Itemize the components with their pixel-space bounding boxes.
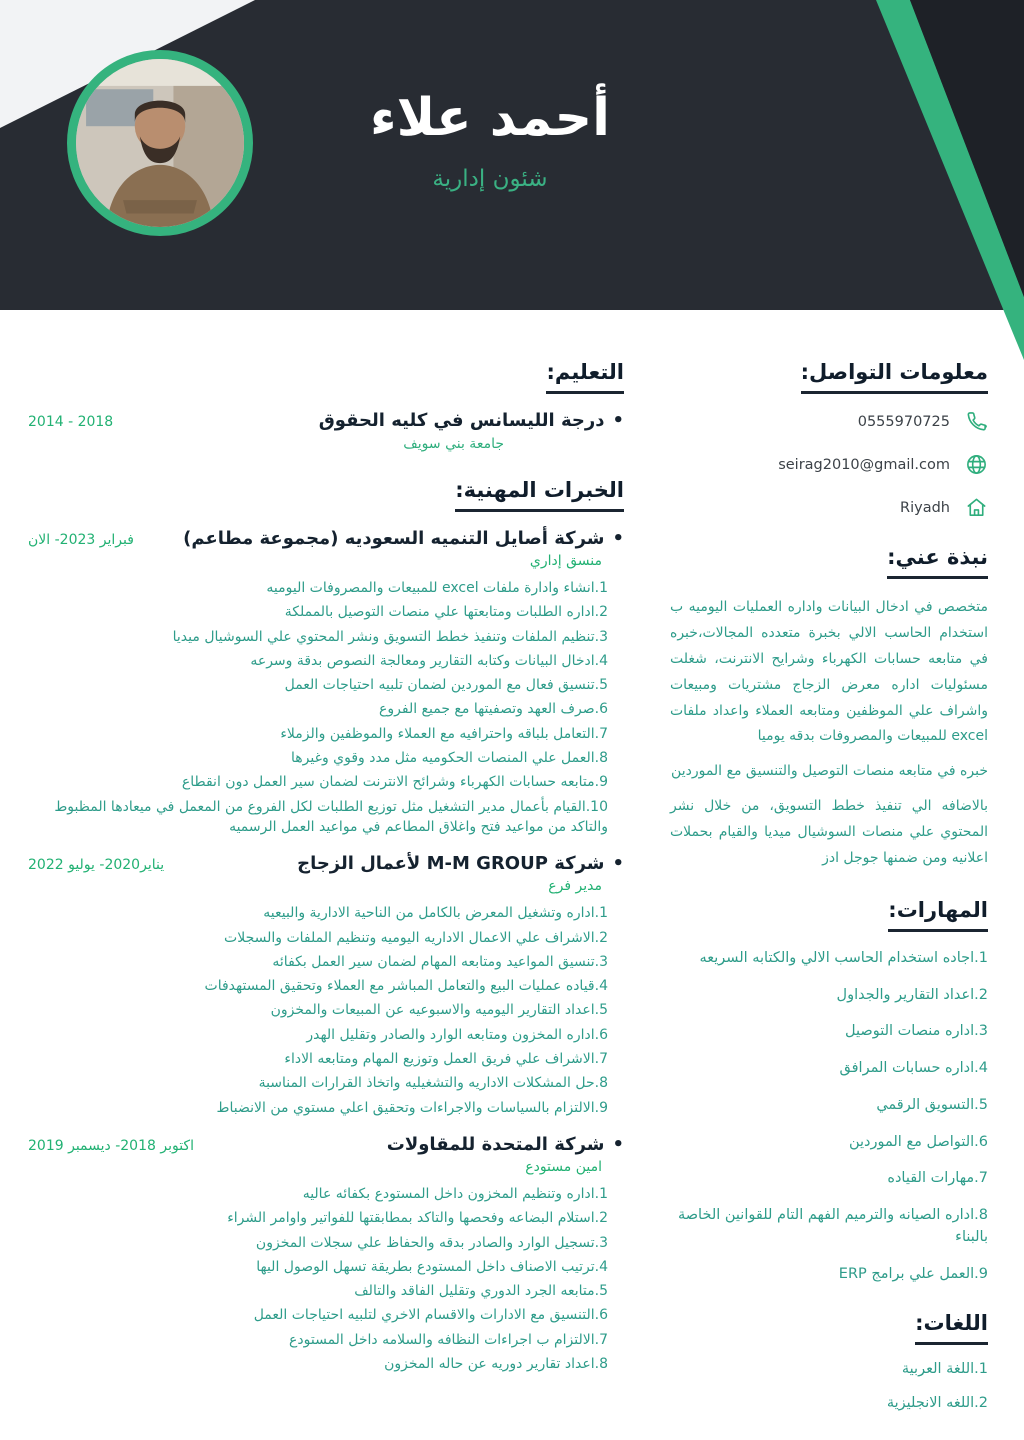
contact-heading: معلومات التواصل:: [801, 360, 988, 394]
languages-list: [670, 1361, 988, 1411]
job-point: 6.اداره المخزون ومتابعه الوارد والصادر وتقليل الهدر: [306, 1026, 608, 1043]
about-paragraphs: [670, 595, 988, 872]
bullet-dot: •: [612, 528, 624, 549]
job-point: 4.قياده عمليات البيع والتعامل المباشر مع العملاء وتحقيق المستهدفات: [204, 978, 608, 995]
bullet-dot: •: [612, 853, 624, 875]
skill-item: 6.التواصل مع الموردين: [848, 1133, 988, 1150]
company-name: •شركة أصايل التنميه السعوديه (مجموعة مطاعم): [183, 528, 624, 549]
job-point: 6.التنسيق مع الادارات والاقسام الاخري لتلبيه احتياجات العمل: [253, 1307, 608, 1324]
skill-item: 3.اداره منصات التوصيل: [845, 1023, 988, 1040]
education-heading: التعليم:: [546, 360, 624, 394]
job-point: 8.حل المشكلات الاداريه والتشغيليه واتخاذ القرارات المناسبة: [258, 1075, 608, 1092]
contact-phone-value: 0555970725: [857, 413, 950, 430]
education-degree: •درجة الليسانس في كليه الحقوق: [318, 410, 624, 431]
skill-item: 2.اعداد التقارير والجداول: [836, 986, 988, 1003]
language-item: 1.اللغة العربية: [901, 1361, 988, 1378]
skill-item: 5.التسويق الرقمي: [876, 1096, 988, 1113]
skill-item: 7.مهارات القياده: [887, 1170, 988, 1187]
skill-item: 1.اجاده استخدام الحاسب الالي والكتابه السريعه: [699, 949, 988, 966]
education-entry: [28, 410, 624, 452]
job-point: 6.صرف العهد وتصفيتها مع جميع الفروع: [379, 701, 608, 718]
skills-heading: المهارات:: [888, 898, 988, 932]
job-point: 2.استلام البضاعه وفحصها والتاكد بمطابقتها للفواتير واوامر الشراء: [227, 1210, 608, 1227]
candidate-name: أحمد علاء: [370, 88, 610, 148]
candidate-job-title: شئون إدارية: [432, 166, 548, 192]
bullet-dot: •: [612, 1133, 624, 1155]
job-dates: فبراير 2023- الان: [28, 532, 134, 548]
profile-photo: [67, 50, 253, 236]
job-point: 8.اعداد تقارير دوريه عن حاله المخزون: [384, 1356, 608, 1373]
header: [0, 0, 1024, 310]
job-role: امين مستودع: [525, 1158, 602, 1175]
phone-icon: [965, 410, 988, 433]
skill-item: 8.اداره الصيانه والترميم الفهم التام للقوانين الخاصة بالبناء: [677, 1207, 988, 1245]
job-point: 4.ترتيب الاصناف داخل المستودع بطريقة تسهل الوصول اليها: [256, 1258, 608, 1275]
job-point: 1.انشاء وادارة ملفات excel للمبيعات والمصروفات اليوميه: [266, 580, 608, 596]
sidebar: [670, 360, 988, 1437]
contact-email-value: seirag2010@gmail.com: [778, 456, 950, 473]
about-paragraph: متخصص في ادخال البيانات واداره العمليات اليوميه ب استخدام الحاسب الالي بخبرة متعدده المجالات،خبره في متابعه حسابات الكهرباء وشرايح الانترنت، شغلت مسئوليات اداره معرض الزجاج مشتريات ومبيعات واشراف علي الموظفين ومتابعه العملاء واعداد ملفات excel للمبيعات والمصروفات بدقه يوميا: [670, 599, 988, 745]
job-point: 9.متابعه حسابات الكهرباء وشرائح الانترنت لضمان سير العمل دون انقطاع: [181, 774, 608, 791]
company-name: •شركة M-M GROUP لأعمال الزجاج: [297, 853, 624, 875]
job-point: 10.القيام بأعمال مدير التشغيل مثل توزيع الطلبات لكل الفروع من المعمل في ميعادها المظبوط والتاكد من مواعيد فتح واغلاق المطاعم في مواعيد العمل الرسميه: [54, 798, 608, 835]
job-point: 9.الالتزام بالسياسات والاجراءات وتحقيق اعلي مستوي من الانضباط: [216, 1099, 608, 1116]
bullet-dot: •: [612, 410, 624, 431]
languages-section: [670, 1311, 988, 1411]
job-point: 8.العمل علي المنصات الحكوميه مثل مدد وقوي وغيرها: [291, 750, 608, 767]
main-column: [28, 360, 624, 1437]
job-point: 2.الاشراف علي الاعمال الاداريه اليوميه وتنظيم الملفات والسجلات: [224, 929, 608, 946]
about-paragraph: خبره في متابعه منصات التوصيل والتنسيق مع الموردين: [671, 763, 988, 780]
education-school: جامعة بني سويف: [403, 436, 504, 452]
language-item: 2.اللغه الانجليزية: [886, 1395, 988, 1412]
contact-location-value: Riyadh: [900, 499, 950, 516]
experience-entry-2: [28, 853, 624, 1118]
about-section: [670, 545, 988, 872]
experience-entry-3: [28, 1134, 624, 1374]
about-paragraph: بالاضافه الي تنفيذ خطط التسويق، من خلال نشر المحتوي علي منصات السوشيال ميديا والقيام بحملات اعلانيه ومن ضمنها جوجل ادز: [670, 798, 988, 867]
skill-item: 9.العمل علي برامج ERP: [838, 1265, 988, 1282]
job-point: 7.التعامل بلباقه واحترافيه مع العملاء والموظفين والزملاء: [280, 725, 608, 742]
about-heading: نبذة عني:: [887, 545, 988, 579]
home-icon: [965, 496, 988, 519]
job-point: 7.الالتزام ب اجراءات النظافه والسلامه داخل المستودع: [289, 1331, 608, 1348]
job-point: 5.متابعه الجرد الدوري وتقليل الفاقد والتالف: [354, 1283, 608, 1300]
contact-email-row: [670, 453, 988, 476]
job-role: مدير فرع: [548, 878, 602, 895]
job-points: [28, 578, 608, 837]
job-dates: يناير2020- يوليو 2022: [28, 857, 165, 874]
skills-section: [670, 898, 988, 1286]
experience-section: [28, 478, 624, 1374]
job-points: [28, 1184, 608, 1374]
job-point: 3.تنسيق المواعيد ومتابعه المهام لضمان سير العمل بكفائه: [272, 953, 608, 970]
job-role: منسق إداري: [529, 553, 602, 569]
job-point: 5.تنسيق فعال مع الموردين لضمان تلبيه احتياجات العمل: [284, 677, 608, 694]
contact-location-row: [670, 496, 988, 519]
job-point: 5.اعداد التقارير اليوميه والاسبوعيه عن المبيعات والمخزون: [270, 1002, 608, 1019]
job-point: 2.اداره الطلبات ومتابعتها علي منصات التوصيل بالمملكة: [284, 604, 608, 621]
profile-photo-placeholder: [76, 59, 244, 227]
job-points: [28, 903, 608, 1118]
job-dates: اكتوبر 2018- ديسمبر 2019: [28, 1137, 194, 1154]
education-section: [28, 360, 624, 452]
job-point: 4.ادخال البيانات وكتابه التقارير ومعالجة النصوص بدقة وسرعه: [250, 652, 608, 669]
job-point: 1.اداره وتشغيل المعرض بالكامل من الناحية الادارية والبيعيه: [263, 905, 608, 922]
experience-entry-1: [28, 528, 624, 837]
company-name: •شركة المتحدة للمقاولات: [386, 1133, 624, 1155]
content: [0, 310, 1024, 1437]
contact-section: [670, 360, 988, 519]
job-point: 3.تسجيل الوارد والصادر بدقه والحفاظ علي سجلات المخزون: [255, 1234, 608, 1251]
contact-phone-row: [670, 410, 988, 433]
experience-heading: الخبرات المهنية:: [455, 478, 624, 512]
job-point: 3.تنظيم الملفات وتنفيذ خطط التسويق ونشر المحتوي علي السوشيال ميديا: [172, 628, 608, 645]
skill-item: 4.اداره حسابات المرافق: [839, 1060, 988, 1077]
job-point: 1.اداره وتنظيم المخزون داخل المستودع بكفائه عاليه: [302, 1185, 608, 1202]
languages-heading: اللغات:: [915, 1311, 988, 1345]
education-dates: 2014 - 2018: [28, 414, 114, 430]
job-point: 7.الاشراف علي فريق العمل وتوزيع المهام ومتابعه الاداء: [284, 1051, 608, 1068]
skills-list: [670, 948, 988, 1286]
globe-icon: [965, 453, 988, 476]
